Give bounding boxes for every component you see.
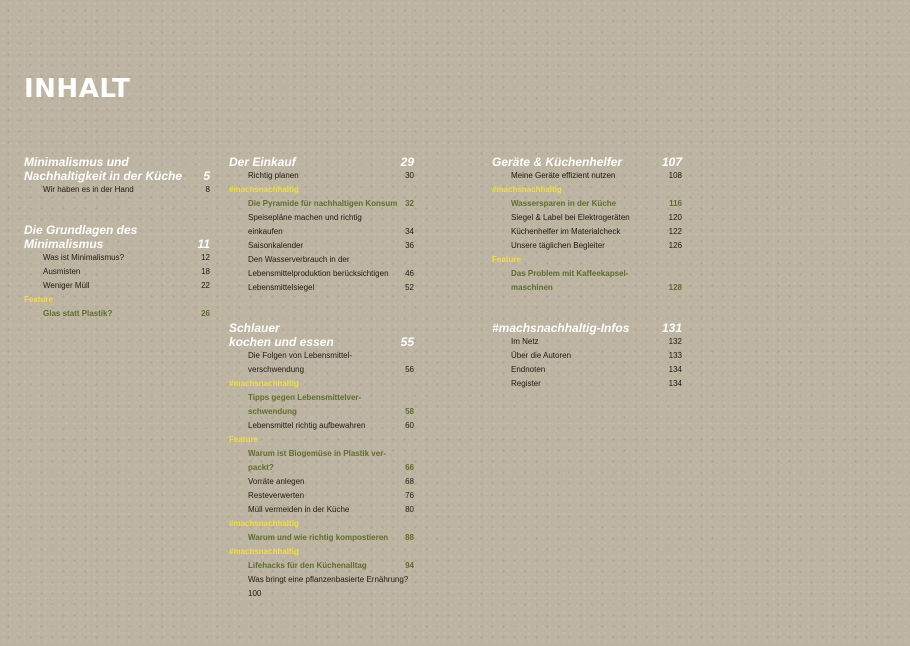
toc-section-minimalismus (24, 155, 210, 197)
section-title-line1: Die Grundlagen des (24, 223, 138, 237)
entry-title: Tipps gegen Lebensmittelver- (248, 393, 362, 402)
entry-title: Weniger Müll (43, 281, 90, 290)
entry-title: Endnoten (511, 365, 546, 374)
entry-page: 94 (405, 561, 414, 570)
toc-section-grundlagen (24, 223, 210, 321)
section-heading[interactable] (492, 321, 682, 335)
section-heading[interactable] (24, 237, 210, 251)
feature-tag: Feature (24, 295, 53, 304)
section-heading[interactable] (229, 335, 414, 349)
entry-page: 58 (405, 407, 414, 416)
section-title-line2: Nachhaltigkeit in der Küche (24, 169, 183, 183)
entry-page: 52 (405, 283, 414, 292)
entry-page: 88 (405, 533, 414, 542)
toc-entry-line2[interactable] (492, 281, 682, 295)
toc-entry[interactable] (229, 281, 414, 295)
entry-page: 134 (668, 379, 682, 388)
entry-title: Lebensmittel richtig aufbewahren (248, 421, 366, 430)
entry-page: 22 (201, 281, 210, 290)
toc-entry-line1[interactable] (229, 573, 414, 587)
section-title-line1: Minimalismus und (24, 155, 129, 169)
toc-entry-line1[interactable] (492, 267, 682, 281)
toc-entry-line2[interactable] (229, 405, 414, 419)
toc-entry[interactable] (24, 265, 210, 279)
toc-entry[interactable] (229, 503, 414, 517)
toc-section-schlauer-kochen (229, 321, 414, 601)
toc-entry-highlight[interactable] (492, 197, 682, 211)
entry-title: Die Pyramide für nachhaltigen Konsum (248, 199, 398, 208)
entry-page: 32 (405, 199, 414, 208)
entry-page: 132 (668, 337, 682, 346)
section-heading[interactable] (492, 155, 682, 169)
toc-entry-line1[interactable] (229, 211, 414, 225)
toc-column-1 (24, 155, 210, 321)
toc-entry[interactable] (492, 377, 682, 391)
hashtag-tag: #machsnachhaltig (229, 185, 299, 194)
toc-entry[interactable] (229, 489, 414, 503)
entry-title: einkaufen (248, 227, 283, 236)
entry-page: 56 (405, 365, 414, 374)
entry-page: 80 (405, 505, 414, 514)
entry-title: schwendung (248, 407, 297, 416)
feature-tag: Feature (492, 255, 521, 264)
entry-title: Wassersparen in der Küche (511, 199, 617, 208)
entry-title: Im Netz (511, 337, 539, 346)
entry-title: Den Wasserverbrauch in der (248, 255, 350, 264)
section-heading[interactable] (24, 169, 210, 183)
entry-title: Lebensmittelsiegel (248, 283, 315, 292)
section-page-number: 131 (661, 321, 682, 335)
toc-entry[interactable] (492, 169, 682, 183)
entry-title: Die Folgen von Lebensmittel- (248, 351, 353, 360)
entry-page: 116 (669, 199, 682, 208)
entry-page: 12 (201, 253, 210, 262)
entry-page: 36 (405, 241, 414, 250)
toc-entry-feature[interactable] (24, 307, 210, 321)
entry-title: Glas statt Plastik? (43, 309, 113, 318)
hashtag-tag: #machsnachhaltig (492, 185, 562, 194)
entry-title: Über die Autoren (511, 351, 572, 360)
entry-page: 133 (668, 351, 682, 360)
toc-entry[interactable] (229, 239, 414, 253)
toc-entry-line2[interactable] (229, 461, 414, 475)
entry-page: 68 (405, 477, 414, 486)
entry-title: verschwendung (248, 365, 305, 374)
toc-column-3 (492, 155, 682, 391)
section-title: Der Einkauf (229, 155, 296, 169)
entry-page: 34 (405, 227, 414, 236)
section-page-number: 11 (197, 237, 210, 251)
toc-entry[interactable] (492, 211, 682, 225)
feature-tag: Feature (229, 435, 258, 444)
toc-section-infos (492, 321, 682, 391)
toc-entry-line1[interactable] (229, 447, 414, 461)
entry-page: 120 (668, 213, 682, 222)
entry-title: Lebensmittelproduktion berücksichtigen (248, 269, 389, 278)
entry-title: Register (511, 379, 541, 388)
toc-entry[interactable] (24, 183, 210, 197)
entry-page: 46 (405, 269, 414, 278)
toc-entry-line2[interactable] (229, 363, 414, 377)
entry-title: Müll vermeiden in der Küche (248, 505, 350, 514)
toc-entry-highlight[interactable] (229, 531, 414, 545)
section-heading[interactable] (24, 155, 210, 169)
section-heading[interactable] (229, 155, 414, 169)
entry-title: Das Problem mit Kaffeekapsel- (511, 269, 629, 278)
entry-page: 26 (201, 309, 210, 318)
section-title-line2: kochen und essen (229, 335, 334, 349)
toc-entry-line1[interactable] (229, 349, 414, 363)
entry-title: Warum und wie richtig kompostieren (248, 533, 389, 542)
toc-section-geraete (492, 155, 682, 295)
toc-section-einkauf (229, 155, 414, 295)
toc-entry-highlight[interactable] (229, 559, 414, 573)
section-title-line2: Minimalismus (24, 237, 104, 251)
hashtag-tag: #machsnachhaltig (229, 519, 299, 528)
entry-title: Lifehacks für den Küchenalltag (248, 561, 367, 570)
section-page-number: 29 (400, 155, 414, 169)
entry-title: Warum ist Biogemüse in Plastik ver- (248, 449, 386, 458)
entry-title: Was bringt eine pflanzenbasierte Ernährung? (248, 575, 409, 584)
entry-title: Unsere täglichen Begleiter (511, 241, 605, 250)
section-page-number: 5 (203, 169, 210, 183)
toc-entry[interactable] (492, 335, 682, 349)
toc-entry[interactable] (229, 419, 414, 433)
entry-page: 60 (405, 421, 414, 430)
toc-entry-highlight[interactable] (229, 197, 414, 211)
section-title: Geräte & Küchenhelfer (492, 155, 623, 169)
entry-title: Vorräte anlegen (248, 477, 305, 486)
entry-page: 126 (668, 241, 682, 250)
toc-entry-line2[interactable] (229, 225, 414, 239)
entry-title: Richtig planen (248, 171, 299, 180)
toc-column-2 (229, 155, 414, 601)
toc-entry-line2[interactable] (229, 587, 414, 601)
entry-page: 122 (668, 227, 682, 236)
entry-title: Was ist Minimalismus? (43, 253, 125, 262)
entry-page: 108 (668, 171, 682, 180)
entry-page: 30 (405, 171, 414, 180)
entry-page: 66 (405, 463, 414, 472)
toc-entry[interactable] (492, 363, 682, 377)
entry-title: packt? (248, 463, 274, 472)
toc-entry[interactable] (492, 349, 682, 363)
entry-title: Wir haben es in der Hand (43, 185, 134, 194)
entry-title: Meine Geräte effizient nutzen (511, 171, 616, 180)
toc-entry[interactable] (492, 225, 682, 239)
entry-title: Küchenhelfer im Materialcheck (511, 227, 621, 236)
toc-entry-line2[interactable] (229, 267, 414, 281)
section-heading[interactable] (24, 223, 210, 237)
section-page-number: 55 (400, 335, 414, 349)
section-page-number: 107 (661, 155, 682, 169)
entry-title: Resteverwerten (248, 491, 305, 500)
entry-page: 8 (205, 185, 210, 194)
entry-page: 18 (201, 267, 210, 276)
toc-entry[interactable] (492, 239, 682, 253)
toc-entry[interactable] (229, 169, 414, 183)
entry-page: 100 (248, 589, 262, 598)
section-title-line1: Schlauer (229, 321, 280, 335)
entry-page: 134 (668, 365, 682, 374)
section-heading[interactable] (229, 321, 414, 335)
entry-title: Saisonkalender (248, 241, 304, 250)
entry-title: Speisepläne machen und richtig (248, 213, 362, 222)
toc-entry-line1[interactable] (229, 391, 414, 405)
entry-title: maschinen (511, 283, 553, 292)
section-title: #machsnachhaltig-Infos (492, 321, 630, 335)
entry-title: Ausmisten (43, 267, 81, 276)
hashtag-tag: #machsnachhaltig (229, 547, 299, 556)
entry-title: Siegel & Label bei Elektrogeräten (511, 213, 630, 222)
toc-entry-line1[interactable] (229, 253, 414, 267)
entry-page: 76 (405, 491, 414, 500)
page-title: INHALT (24, 74, 131, 104)
toc-entry[interactable] (229, 475, 414, 489)
toc-entry[interactable] (24, 279, 210, 293)
toc-entry[interactable] (24, 251, 210, 265)
entry-page: 128 (668, 283, 682, 292)
hashtag-tag: #machsnachhaltig (229, 379, 299, 388)
